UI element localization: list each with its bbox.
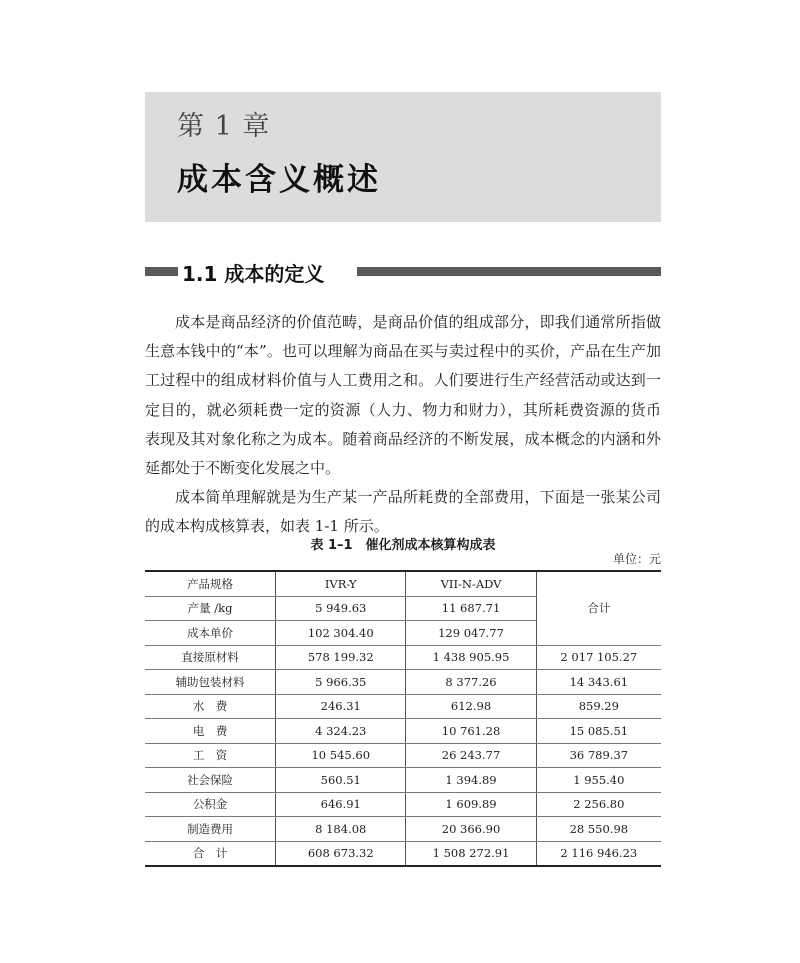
table-cell: 14 343.61 [536,670,661,695]
table-cell: 成本单价 [145,621,276,646]
table-cell: 10 761.28 [406,719,536,744]
table-cell: 20 366.90 [406,817,536,842]
table-cell: 2 116 946.23 [536,841,661,866]
table-cell: 社会保险 [145,768,276,793]
table-cell: 608 673.32 [276,841,406,866]
table-cell: 578 199.32 [276,645,406,670]
table-cell: 28 550.98 [536,817,661,842]
section-heading [145,258,661,286]
body-text [145,308,661,542]
table-cell: 直接原材料 [145,645,276,670]
table-cell: 1 609.89 [406,792,536,817]
table-cell: 129 047.77 [406,621,536,646]
table-cell: IVR-Y [276,571,406,596]
paragraph: 成本是商品经济的价值范畴，是商品价值的组成部分，即我们通常所指做生意本钱中的“本”。也可以理解为商品在买与卖过程中的买价，产品在生产加工过程中的组成材料价值与人工费用之和。人们要进行生产经营活动或达到一定目的，就必须耗费一定的资源（人力、物力和财力），其所耗费资源的货币表现及其对象化称之为成本。随着商品经济的不断发展，成本概念的内涵和外延都处于不断变化发展之中。 [145,313,661,478]
table-row [145,768,661,793]
table-cell: 1 508 272.91 [406,841,536,866]
table-cell: 102 304.40 [276,621,406,646]
table-cell: 11 687.71 [406,596,536,621]
table-row [145,719,661,744]
table-total-header: 合计 [536,571,661,645]
table-cell: 工 资 [145,743,276,768]
table-cell: 5 966.35 [276,670,406,695]
table-cell: 产量 /kg [145,596,276,621]
table-cell: 1 438 905.95 [406,645,536,670]
table-cell: 水 费 [145,694,276,719]
table-cell: 859.29 [536,694,661,719]
table-cell: 制造费用 [145,817,276,842]
table-cell: 2 017 105.27 [536,645,661,670]
table-row [145,571,661,596]
table-cell: 15 085.51 [536,719,661,744]
table-row [145,792,661,817]
table-unit-label: 单位：元 [612,552,661,566]
table-caption: 表 1–1 催化剂成本核算构成表 [310,538,496,553]
table-cell: 4 324.23 [276,719,406,744]
table-cell: 560.51 [276,768,406,793]
table-cell: 5 949.63 [276,596,406,621]
table-cell: VII-N-ADV [406,571,536,596]
cost-table [145,570,661,867]
table-cell: 646.91 [276,792,406,817]
section-title: 1.1 成本的定义 [182,262,325,286]
table-cell: 合 计 [145,841,276,866]
chapter-label: 第 1 章 [177,111,271,142]
table-row [145,645,661,670]
table-cell: 2 256.80 [536,792,661,817]
table-row [145,670,661,695]
chapter-header [145,92,661,222]
table-row [145,694,661,719]
chapter-title: 成本含义概述 [177,162,381,198]
table-cell: 辅助包装材料 [145,670,276,695]
table-cell: 10 545.60 [276,743,406,768]
table-cell: 26 243.77 [406,743,536,768]
table-cell: 公积金 [145,792,276,817]
table-cell: 246.31 [276,694,406,719]
paragraph: 成本简单理解就是为生产某一产品所耗费的全部费用，下面是一张某公司的成本构成核算表，如表 1-1 所示。 [145,488,661,536]
table-row [145,817,661,842]
table-cell: 产品规格 [145,571,276,596]
table-cell: 36 789.37 [536,743,661,768]
table-cell: 1 955.40 [536,768,661,793]
table-cell: 8 377.26 [406,670,536,695]
section-bar-right [357,267,661,276]
table-cell: 1 394.89 [406,768,536,793]
table-cell: 612.98 [406,694,536,719]
table-cell: 电 费 [145,719,276,744]
table-cell: 8 184.08 [276,817,406,842]
table-row [145,841,661,866]
table-row [145,743,661,768]
section-bar-left [145,267,178,276]
